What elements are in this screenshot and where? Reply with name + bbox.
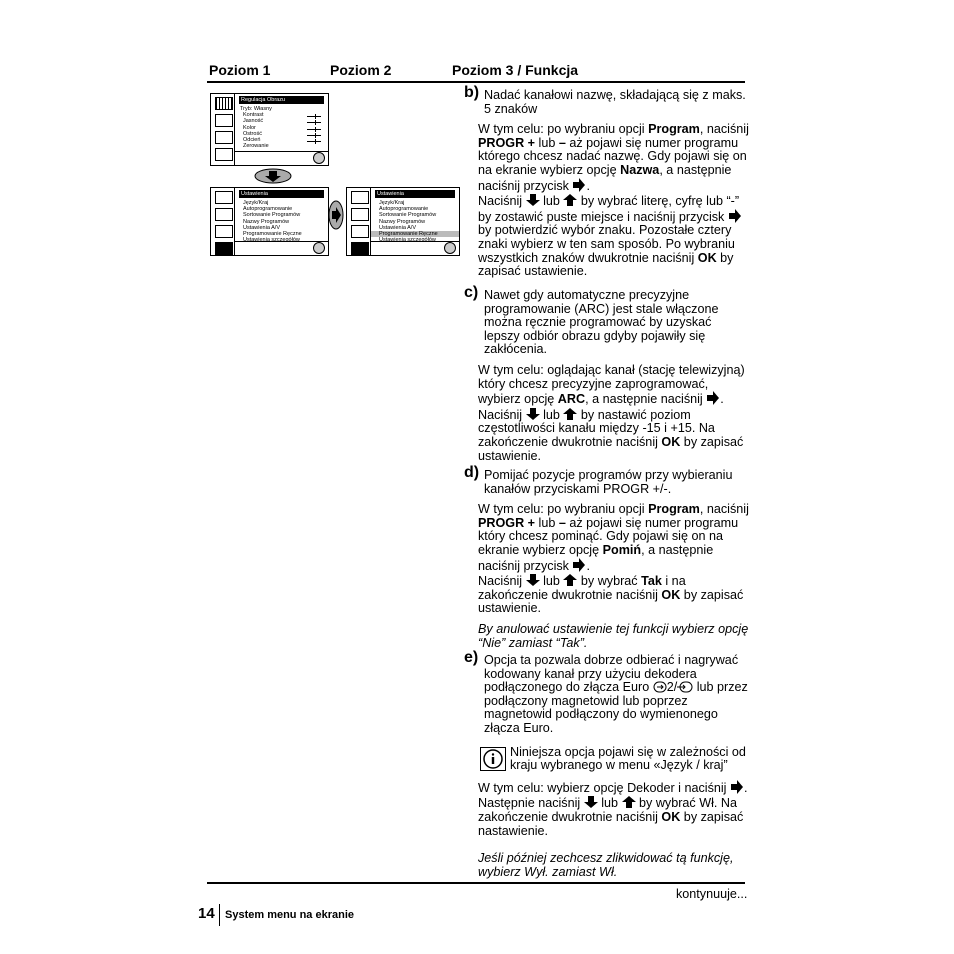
section-label: e)	[464, 649, 479, 666]
remote-knob-icon	[313, 152, 325, 164]
section-label: b)	[464, 84, 480, 101]
menu-item: Język/Kraj	[243, 200, 269, 206]
right-nav-button-icon	[328, 200, 344, 230]
menu-item: Autoprogramowanie	[243, 206, 293, 213]
header-level2: Poziom 2	[330, 62, 392, 78]
menu-item: Ustawienia szczegółów	[379, 237, 436, 244]
arrow-up-icon	[563, 573, 577, 587]
sound-icon	[351, 208, 369, 221]
timer-icon	[215, 225, 233, 238]
arrow-up-icon	[622, 795, 636, 809]
section-d-note: By anulować ustawienie tej funkcji wybierz opcję “Nie” zamiast “Tak”.	[478, 621, 749, 650]
section-d	[464, 464, 750, 650]
info-icon	[480, 747, 506, 771]
sound-icon	[215, 114, 233, 127]
level-bars	[307, 114, 321, 145]
menu-item: Język/Kraj	[379, 200, 405, 206]
footer-rule	[207, 882, 745, 884]
sound-icon	[215, 208, 233, 221]
section-e	[464, 649, 750, 879]
menu-item: Zerowanie	[243, 143, 269, 150]
menu-item-selected: Programowanie Ręczne	[371, 231, 459, 237]
header-level1: Poziom 1	[209, 62, 271, 78]
menu-footer	[370, 241, 459, 255]
menu-item: Kolor	[243, 124, 256, 131]
arrow-right-icon	[572, 558, 586, 572]
arrow-right-icon	[728, 209, 742, 223]
section-e-note: Jeśli później zechcesz zlikwidować tą funkcję, wybierz Wył. zamiast Wł.	[478, 851, 734, 879]
info-text: Niniejsza opcja pojawi się w zależności od kraju wybranego w menu «Język / kraj”	[510, 744, 746, 773]
section-label: c)	[464, 284, 479, 301]
menu-item: Sortowanie Programów	[243, 212, 301, 219]
section-c-intro: Nawet gdy automatyczne precyzyjne programowanie (ARC) jest stale włączone można ręcznie programować by uzyskać lepszy odbiór obrazu gdyby pojawiły się zakłócenia.	[484, 288, 719, 357]
menu-icons	[211, 94, 233, 165]
section-d-body: W tym celu: po wybraniu opcji Program, naciśnij PROGR + lub – aż pojawi się numer programu który chcesz pominąć. Gdy pojawi się on na ekranie wybierz opcję Pomiń, a następnie naciśnij przycisk . Naciśnij lub by wybrać Tak i na zakończenie dwukrotnie naciśnij OK by zapisać ustawienie.	[478, 502, 749, 616]
menu-item: Sortowanie Programów	[379, 212, 437, 219]
section-e-body: W tym celu: wybierz opcję Dekoder i naciśnij . Następnie naciśnij lub by wybrać Wł. Na zakończenie dwukrotnie naciśnij OK by zapisać nastawienie.	[478, 780, 748, 838]
section-e-intro: Opcja ta pozwala dobrze odbierać i nagrywać kodowany kanał przy użyciu dekodera podłączonego do złącza Euro 2/ lub przez podłączony magnetowid lub poprzez magnetowid podłączony do wymienonego złącza Euro.	[484, 653, 748, 735]
arrow-up-icon	[563, 193, 577, 207]
arrow-down-icon	[584, 795, 598, 809]
menu-footer	[234, 241, 328, 255]
down-nav-button-icon	[254, 168, 292, 184]
menu-item: Autoprogramowanie	[379, 206, 429, 213]
menu-title: Ustawienia	[239, 190, 324, 198]
setup-icon	[215, 242, 233, 255]
header-level3: Poziom 3 / Funkcja	[452, 62, 579, 78]
remote-knob-icon	[313, 242, 325, 254]
menu-item: Odcień	[243, 137, 261, 144]
info-note	[478, 746, 750, 773]
section-title: System menu na ekranie	[225, 909, 355, 921]
arrow-down-icon	[526, 407, 540, 421]
menu-item: Nazwy Programów	[243, 218, 290, 225]
setup-icon	[351, 242, 369, 255]
picture-icon	[215, 191, 233, 204]
euro-connector-icon	[653, 681, 667, 693]
menu-item: Nazwy Programów	[379, 218, 426, 225]
menu-item: Kontrast	[243, 112, 264, 119]
section-c-body: W tym celu: oglądając kanał (stację telewizyjną) który chcesz precyzyjne zaprogramować, wybierz opcję ARC, a następnie naciśnij . Naciśnij lub by nastawić poziom częstotliwości kanału między -15 i +15. Na zakończenie dwukrotnie naciśnij OK by zapisać ustawienie.	[478, 362, 745, 463]
arrow-right-icon	[572, 178, 586, 192]
arrow-up-icon	[563, 407, 577, 421]
arrow-down-icon	[526, 573, 540, 587]
menu-item: Ustawienia szczegółów	[243, 237, 300, 244]
section-label: d)	[464, 464, 480, 481]
menu-title: Regulacja Obrazu	[239, 96, 324, 104]
setup-menu-selected-screen	[346, 187, 460, 256]
menu-icons	[347, 188, 369, 259]
section-b	[464, 84, 750, 279]
arrow-right-icon	[706, 391, 720, 405]
picture-icon	[215, 97, 233, 110]
arrow-right-icon	[730, 780, 744, 794]
menu-item: Programowanie Ręczne	[243, 231, 302, 238]
page-number: 14	[198, 905, 215, 922]
section-b-intro: Nadać kanałowi nazwę, składającą się z maks. 5 znaków	[484, 88, 746, 116]
continues-label: kontynuuje...	[676, 887, 748, 901]
arrow-down-icon	[526, 193, 540, 207]
menu-mode: Tryb: Własny	[240, 106, 272, 112]
picture-menu-screen	[210, 93, 329, 166]
remote-knob-icon	[444, 242, 456, 254]
setup-icon	[215, 148, 233, 161]
section-b-body: W tym celu: po wybraniu opcji Program, naciśnij PROGR + lub – aż pojawi się numer programu którego chcesz nadać nazwę. Gdy pojawi się on na ekranie wybierz opcję Nazwa, a następnie naciśnij przycisk . Naciśnij lub by wybrać literę, cyfrę lub “-” by zostawić puste miejsce i naciśnij przycisk by potwierdzić wybór znaku. Pozostałe cztery znaki wybierz w ten sam sposób. Po wybraniu wszystkich znaków dwukrotnie naciśnij OK by zapisać ustawienie.	[478, 122, 749, 279]
menu-item: Ostrość	[243, 130, 262, 137]
picture-icon	[351, 191, 369, 204]
timer-icon	[215, 131, 233, 144]
timer-icon	[351, 225, 369, 238]
menu-footer	[234, 151, 328, 165]
section-d-intro: Pomijać pozycje programów przy wybieraniu kanałów przyciskami PROGR +/-.	[484, 468, 733, 496]
menu-item: Jasność	[243, 118, 264, 125]
menu-icons	[211, 188, 233, 259]
menu-title: Ustawienia	[375, 190, 455, 198]
section-c	[464, 284, 750, 463]
setup-menu-screen	[210, 187, 329, 256]
footer-divider	[219, 904, 220, 926]
header-rule	[207, 81, 745, 83]
vcr-connector-icon	[677, 681, 693, 693]
menu-item: Ustawienia A/V	[243, 224, 280, 231]
menu-item: Ustawienia A/V	[379, 224, 416, 231]
